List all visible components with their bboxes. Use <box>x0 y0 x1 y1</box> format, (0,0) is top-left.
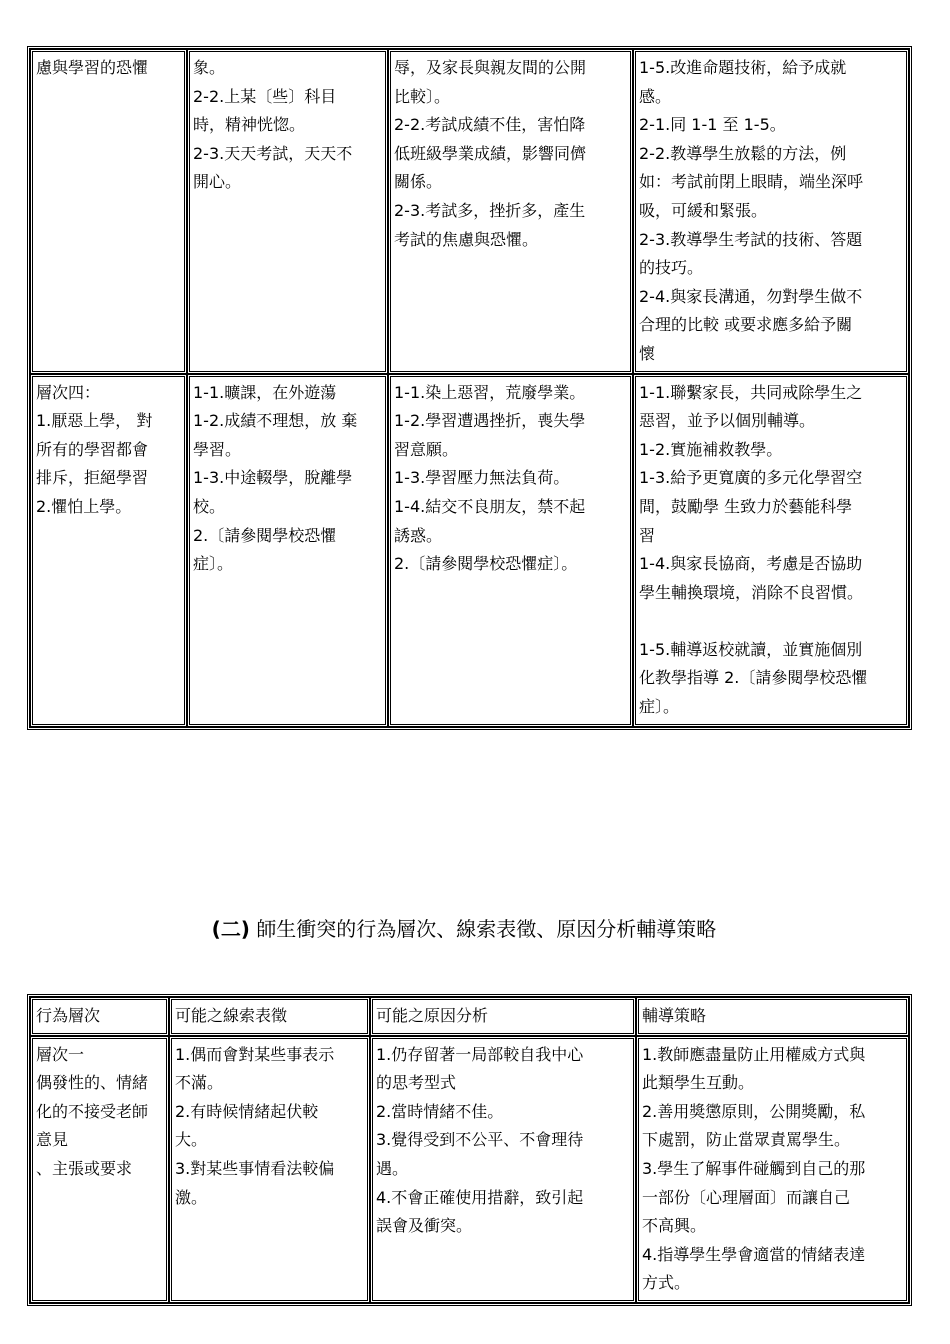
cell-line: 1-1.染上惡習，荒廢學業。 <box>394 382 586 402</box>
cell-line: 的技巧。 <box>639 258 704 278</box>
cell-line: 1.偶而會對某些事表示 <box>175 1044 335 1064</box>
cell-line: 層次一 <box>36 1044 85 1064</box>
cell-line: 4.指導學生學會適當的情緒表達 <box>642 1244 866 1264</box>
cell-line: 2-3.考試多，挫折多，產生 <box>394 200 586 220</box>
cell-line: 吸，可緩和緊張。 <box>639 200 768 220</box>
section-number: (二) <box>211 917 250 941</box>
cell-line: 不滿。 <box>175 1073 224 1093</box>
cell-line: 1-2.學習遭遇挫折，喪失學 <box>394 411 586 431</box>
cell-line: 意見 <box>36 1130 69 1150</box>
cell-line: 誘惑。 <box>394 525 443 545</box>
cell-line: 化的不接受老師 <box>36 1101 149 1121</box>
cell-line: 2-2.上某〔些〕科目 <box>193 86 337 106</box>
section-title: 師生衝突的行為層次、線索表徵、原因分析輔導策略 <box>256 917 717 941</box>
cell-line: 2-3.教導學生考試的技術、答題 <box>639 229 863 249</box>
cell-line: 1-1.曠課，在外遊蕩 <box>193 382 337 402</box>
cell-line: 偶發性的、情緒 <box>36 1073 149 1093</box>
cell-line: 1-3.學習壓力無法負荷。 <box>394 468 570 488</box>
cause-cell <box>388 49 633 374</box>
cell-line: 1-2.實施補救教學。 <box>639 439 783 459</box>
cell-line: 激。 <box>175 1187 208 1207</box>
column-header: 可能之線索表徵 <box>169 997 370 1036</box>
cell-line: 1.教師應盡量防止用權威方式與 <box>642 1044 866 1064</box>
column-header: 行為層次 <box>30 997 169 1036</box>
cell-line: 1-1.聯繫家長，共同戒除學生之 <box>639 382 863 402</box>
cell-line: 象。 <box>193 58 226 77</box>
cell-line: 症〕。 <box>639 697 680 717</box>
clue-cell <box>187 49 388 374</box>
cell-line: 1-3.給予更寬廣的多元化學習空 <box>639 468 863 488</box>
cell-line: 2.當時情緒不佳。 <box>376 1101 504 1121</box>
cell-line: 方式。 <box>642 1273 691 1293</box>
cell-line: 2.善用獎懲原則，公開獎勵，私 <box>642 1101 866 1121</box>
cell-line: 習 <box>639 525 656 545</box>
cell-line: 2-1.同 1-1 至 1-5。 <box>639 115 786 135</box>
cell-line: 學習。 <box>193 439 242 459</box>
cell-line: 慮與學習的恐懼 <box>36 58 149 77</box>
cell-line: 2-3.天天考試，天天不 <box>193 143 353 163</box>
cell-line: 感。 <box>639 86 672 106</box>
cell-line: 遇。 <box>376 1158 409 1178</box>
cell-line: 3.學生了解事件碰觸到自己的那 <box>642 1158 866 1178</box>
cell-line: 2-2.教導學生放鬆的方法，例 <box>639 143 847 163</box>
cell-line: 習意願。 <box>394 439 459 459</box>
cause-cell <box>388 374 633 727</box>
cell-line: 下處罰，防止當眾責罵學生。 <box>642 1130 851 1150</box>
cell-line: 症〕。 <box>193 554 234 574</box>
cell-line: 、主張或要求 <box>36 1158 133 1178</box>
cell-line: 的思考型式 <box>376 1073 457 1093</box>
cell-line: 考試的焦慮與恐懼。 <box>394 229 539 249</box>
cell-line: 4.不會正確使用措辭，致引起 <box>376 1187 584 1207</box>
cell-line: 化教學指導 2.〔請參閱學校恐懼 <box>639 668 868 688</box>
cell-line: 1-4.與家長協商，考慮是否協助 <box>639 554 863 574</box>
cell-line: 關係。 <box>394 172 443 192</box>
cell-line: 校。 <box>193 496 226 516</box>
cell-line: 懷 <box>639 343 656 363</box>
strategy-cell <box>633 49 909 374</box>
cell-line: 低班級學業成績，影響同儕 <box>394 143 587 163</box>
cell-line: 2-4.與家長溝通，勿對學生做不 <box>639 286 863 306</box>
cell-line: 2.懼怕上學。 <box>36 496 132 516</box>
cell-line: 一部份〔心理層面〕而讓自己 <box>642 1187 851 1207</box>
cell-line: 1-5.改進命題技術，給予成就 <box>639 58 847 77</box>
cell-line: 所有的學習都會 <box>36 439 149 459</box>
cell-line: 誤會及衝突。 <box>376 1216 473 1236</box>
strategy-cell <box>636 1036 909 1303</box>
cell-line: 1-5.輔導返校就讀，並實施個別 <box>639 639 863 659</box>
clue-cell <box>169 1036 370 1303</box>
cell-line: 1.仍存留著一局部較自我中心 <box>376 1044 584 1064</box>
cell-line: 1-3.中途輟學，脫離學 <box>193 468 353 488</box>
cell-line: 1-2.成績不理想，放 棄 <box>193 411 358 431</box>
cell-line: 辱，及家長與親友間的公開 <box>394 58 587 77</box>
cell-line: 2.有時候情緒起伏較 <box>175 1101 319 1121</box>
cell-line: 1-4.結交不良朋友，禁不起 <box>394 496 586 516</box>
cell-line: 惡習，並予以個別輔導。 <box>639 411 816 431</box>
column-header: 輔導策略 <box>636 997 909 1036</box>
cell-line: 2.〔請參閱學校恐懼症〕。 <box>394 554 578 574</box>
cell-line: 開心。 <box>193 172 242 192</box>
strategy-cell <box>633 374 909 727</box>
section-heading <box>0 914 928 944</box>
cell-line: 大。 <box>175 1130 208 1150</box>
clue-cell <box>187 374 388 727</box>
header-row <box>30 997 909 1036</box>
teacher-student-conflict-table <box>27 994 912 1306</box>
cell-line: 學生輔換環境，消除不良習慣。 <box>639 582 864 602</box>
behavior-level-cell <box>30 1036 169 1303</box>
cell-line: 2.〔請參閱學校恐懼 <box>193 525 337 545</box>
cell-line <box>639 607 903 636</box>
strategy-table-upper <box>27 46 912 730</box>
cell-line: 比較〕。 <box>394 86 451 106</box>
cell-line: 不高興。 <box>642 1216 707 1236</box>
behavior-level-cell <box>30 49 187 374</box>
column-header: 可能之原因分析 <box>370 997 636 1036</box>
cell-line: 如：考試前閉上眼睛，端坐深呼 <box>639 172 864 192</box>
cause-cell <box>370 1036 636 1303</box>
cell-line: 合理的比較 或要求應多給予關 <box>639 315 853 335</box>
behavior-level-cell <box>30 374 187 727</box>
cell-line: 排斥，拒絕學習 <box>36 468 149 488</box>
cell-line: 3.對某些事情看法較偏 <box>175 1158 335 1178</box>
cell-line: 層次四： <box>36 382 101 402</box>
cell-line: 時，精神恍惚。 <box>193 115 306 135</box>
table-row <box>30 49 909 374</box>
table-row <box>30 374 909 727</box>
cell-line: 3.覺得受到不公平、不會理待 <box>376 1130 584 1150</box>
table-row <box>30 1036 909 1303</box>
cell-line: 間，鼓勵學 生致力於藝能科學 <box>639 496 853 516</box>
cell-line: 2-2.考試成績不佳，害怕降 <box>394 115 586 135</box>
cell-line: 1.厭惡上學， 對 <box>36 411 153 431</box>
cell-line: 此類學生互動。 <box>642 1073 755 1093</box>
